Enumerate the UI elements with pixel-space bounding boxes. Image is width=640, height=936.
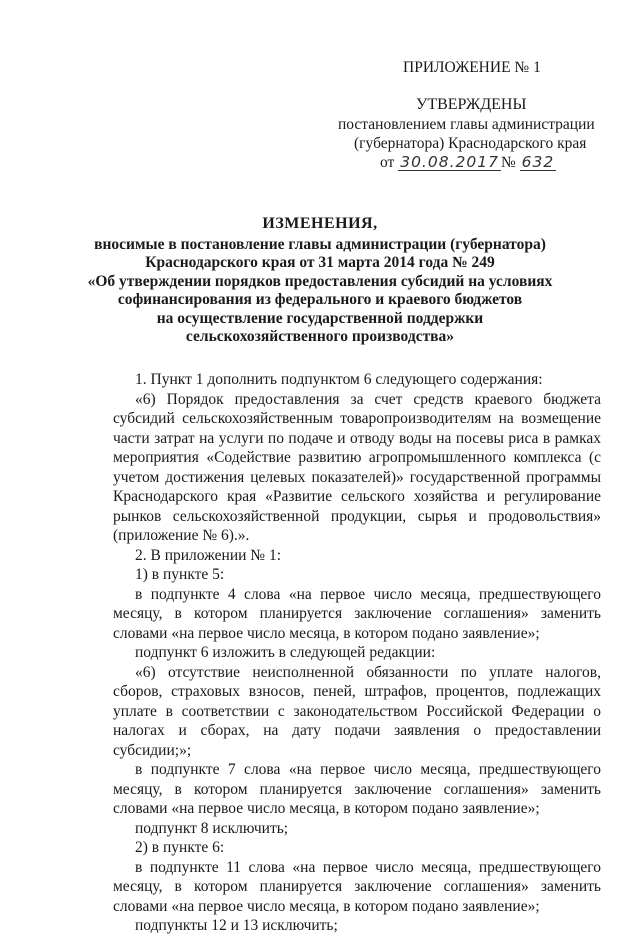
paragraph: «6) отсутствие неисполненной обязанности по уплате налогов, сборов, страховых взносов, пеней, штрафов, процентов, подлежащих уплате в соответствии с законодательством Российской Федерации о налогах и сборах, на дату подачи заявления о предоставлении субсидии;»; [113, 663, 601, 759]
appendix-label: ПРИЛОЖЕНИЕ № 1 [403, 59, 541, 76]
title-line: софинансирования из федерального и краевого бюджетов [117, 291, 523, 308]
paragraph: 1. Пункт 1 дополнить подпунктом 6 следующего содержания: [135, 371, 543, 388]
paragraph: подпункты 12 и 13 исключить; [135, 917, 338, 934]
paragraph: в подпункте 11 слова «на первое число месяца, предшествующего месяцу, в котором планируется заключение соглашения» заменить словами «на первое число месяца, в котором подано заявление»; [113, 858, 601, 915]
number-prefix: № [500, 154, 516, 171]
paragraph: подпункт 6 изложить в следующей редакции: [135, 644, 436, 661]
paragraph: в подпункте 4 слова «на первое число месяца, предшествующего месяцу, в котором планируется заключение соглашения» заменить словами «на первое число месяца, в котором подано заявление»; [113, 585, 601, 642]
title-line: вносимые в постановление главы администрации (губернатора) [94, 235, 546, 253]
paragraph: подпункт 8 исключить; [135, 819, 289, 837]
approval-date-row [380, 153, 556, 172]
title-line: сельскохозяйственного производства» [185, 328, 455, 345]
approved-by-line-1: постановлением главы администрации [338, 116, 595, 133]
paragraph: «6) Порядок предоставления за счет средств краевого бюджета субсидий сельскохозяйственным товаропроизводителям на возмещение части затрат на услуги по подаче и отводу воды на посевы риса в рамках мероприятия «Содействие развитию агропромышленного комплекса (с учетом достижения целевых показателей)» государственной программы Краснодарского края «Развитие сельского хозяйства и регулирование рынков сельскохозяйственной продукции, сырья и продовольствия» (приложение № 6).». [113, 390, 601, 544]
title-line: «Об утверждении порядков предоставления субсидий на условиях [87, 272, 553, 290]
paragraph: 2. В приложении № 1: [135, 546, 282, 564]
title-line: на осуществление государственной поддержки [156, 309, 484, 327]
document-body [113, 370, 601, 936]
approved-label: УТВЕРЖДЕНЫ [416, 96, 527, 113]
approved-by-line-2: (губернатора) Краснодарского края [354, 135, 587, 152]
paragraph: в подпункте 7 слова «на первое число месяца, предшествующего месяцу, в котором планируется заключение соглашения» заменить словами «на первое число месяца, в котором подано заявление»; [113, 761, 601, 817]
approval-date: 30.08.2017 [400, 153, 499, 171]
title-line: Краснодарского края от 31 марта 2014 года № 249 [145, 254, 495, 271]
paragraph: 1) в пункте 5: [135, 566, 225, 583]
document-title [0, 215, 640, 347]
paragraph: 2) в пункте 6: [135, 839, 225, 856]
date-prefix: от [380, 154, 395, 171]
title-heading: ИЗМЕНЕНИЯ, [262, 215, 378, 232]
approval-number: 632 [521, 153, 555, 171]
